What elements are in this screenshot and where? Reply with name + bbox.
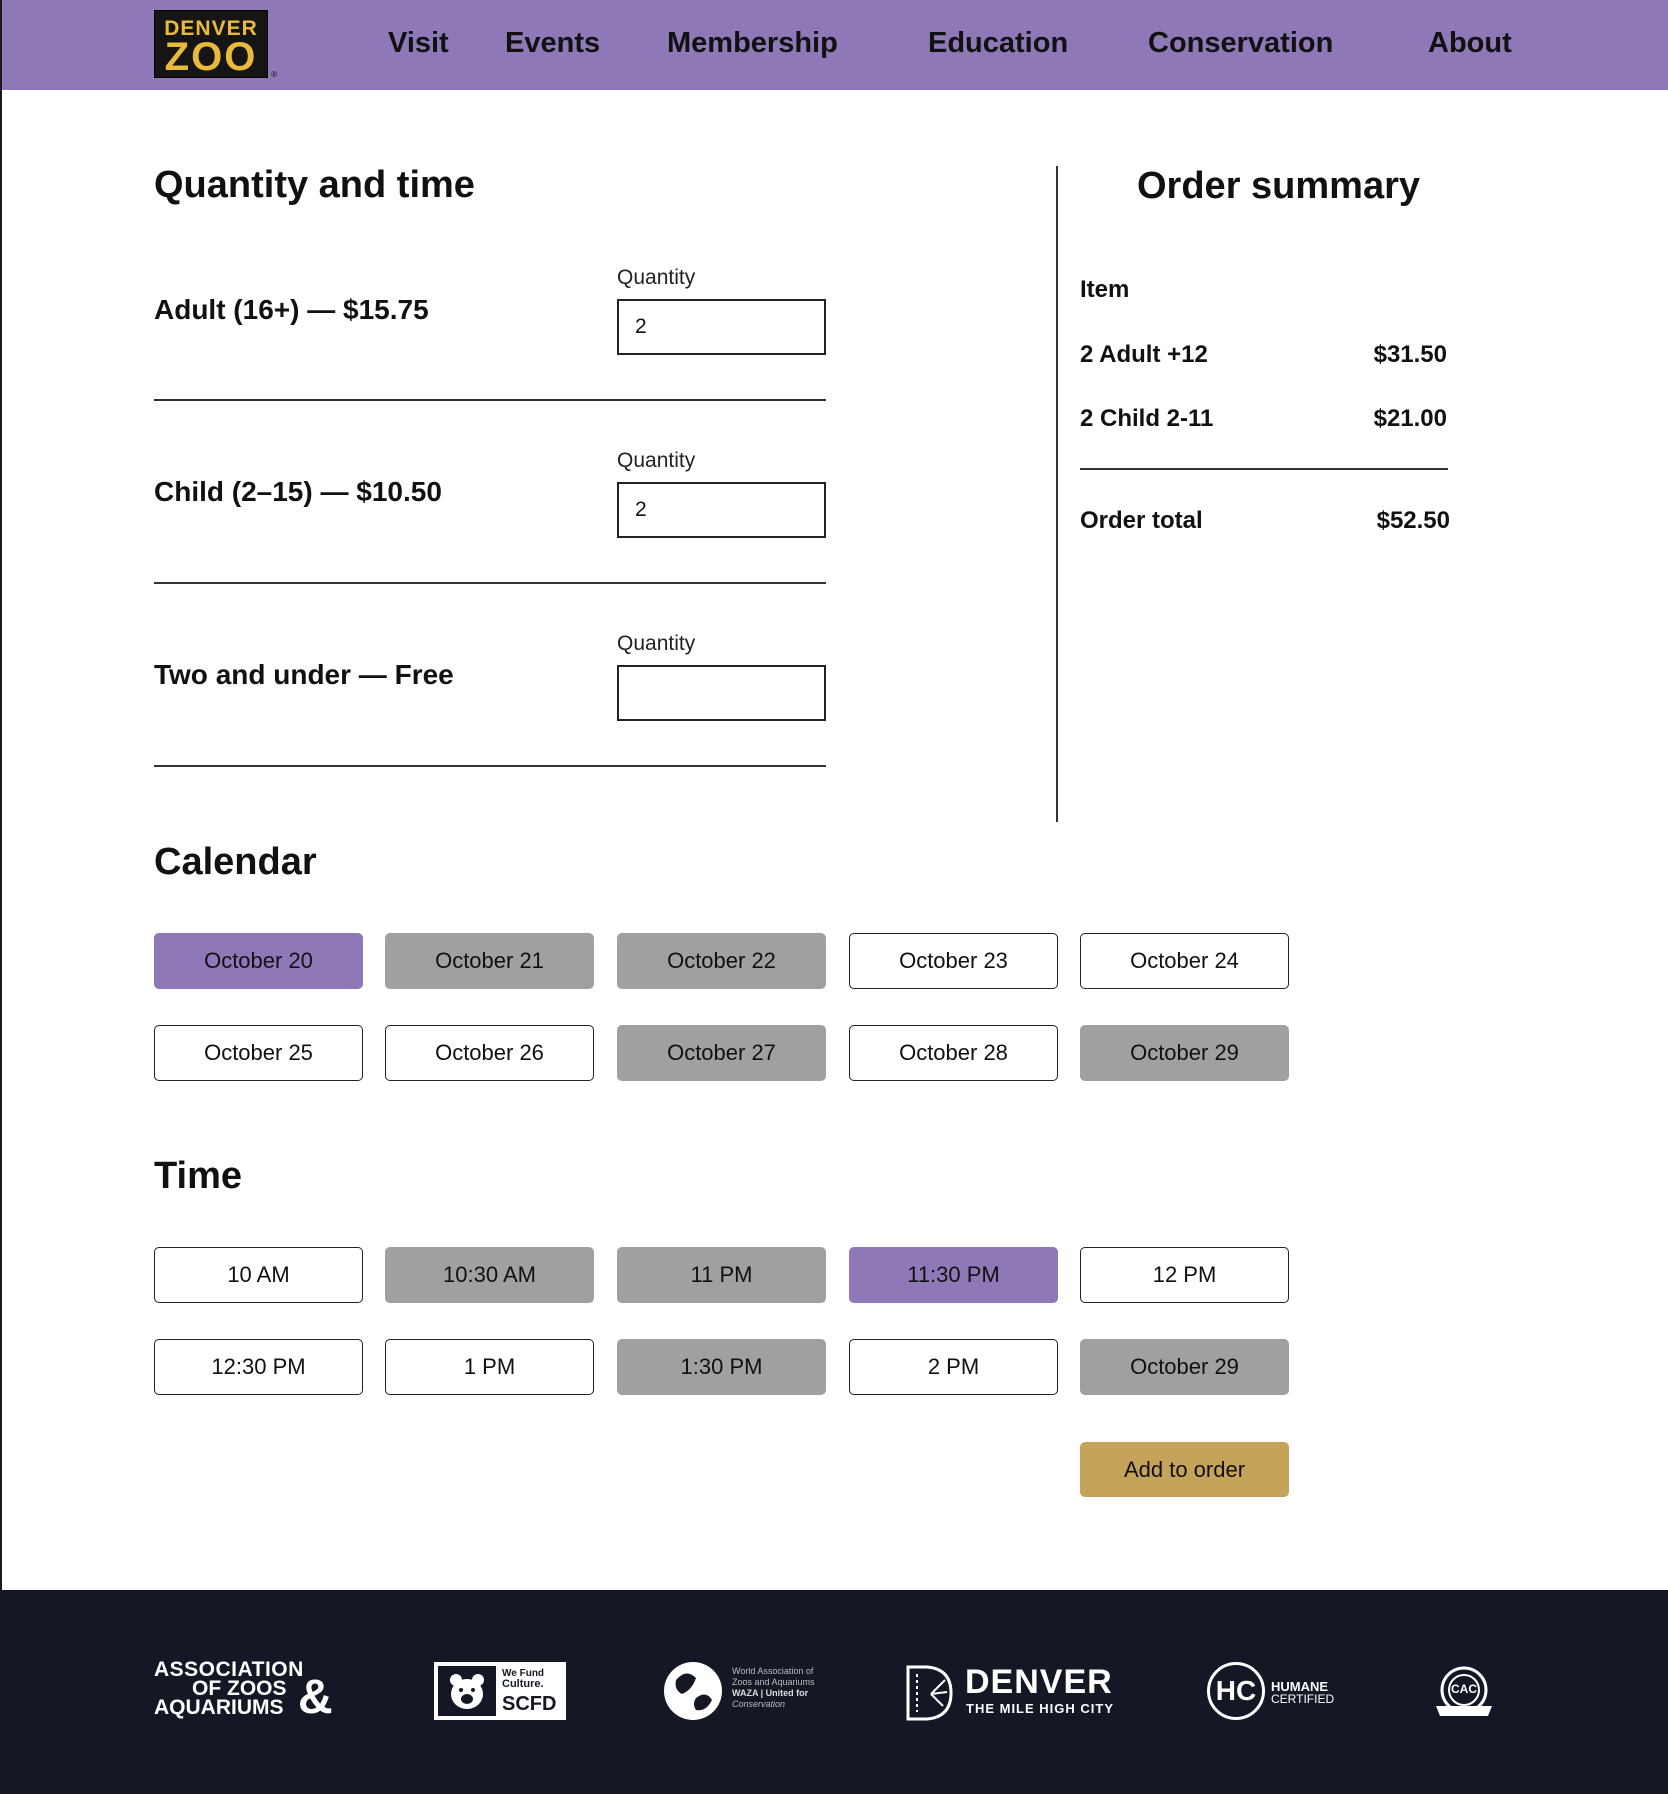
- aza-ampersand: &: [298, 1671, 333, 1724]
- summary-line-item: 2 Adult +12: [1080, 341, 1208, 368]
- divider: [154, 765, 826, 767]
- waza-line1: World Association of: [732, 1666, 814, 1676]
- nav-membership[interactable]: Membership: [667, 27, 838, 59]
- ticket-child-label: Child (2–15) — $10.50: [154, 476, 442, 507]
- waza-line2: Zoos and Aquariums: [732, 1677, 815, 1687]
- time-slot-button[interactable]: 11:30 PM: [849, 1247, 1058, 1303]
- logo-line1: DENVER: [164, 17, 258, 40]
- divider: [154, 399, 826, 401]
- quantity-section-title: Quantity and time: [154, 164, 475, 206]
- scfd-line3: SCFD: [502, 1693, 557, 1715]
- denver-zoo-logo[interactable]: [154, 10, 277, 79]
- aza-logo[interactable]: [154, 1660, 344, 1724]
- summary-divider: [1080, 468, 1448, 470]
- scfd-line2: Culture.: [502, 1678, 544, 1690]
- time-slot-button[interactable]: 12:30 PM: [154, 1339, 363, 1395]
- date-button[interactable]: October 28: [849, 1025, 1058, 1081]
- site-footer: [2, 1590, 1668, 1794]
- adult-quantity-label: Quantity: [617, 266, 696, 289]
- aza-line2: OF ZOOS: [192, 1677, 287, 1700]
- date-button[interactable]: October 24: [1080, 933, 1289, 989]
- humane-certified-icon: HC: [1207, 1662, 1265, 1720]
- waza-line3: WAZA | United for: [732, 1688, 809, 1698]
- denver-city-logo[interactable]: [905, 1664, 1115, 1724]
- infant-quantity-label: Quantity: [617, 632, 696, 655]
- denver-d-icon: [905, 1664, 953, 1722]
- time-slot-button[interactable]: 12 PM: [1080, 1247, 1289, 1303]
- order-summary-title: Order summary: [1137, 165, 1421, 207]
- child-quantity-input[interactable]: [617, 482, 826, 538]
- time-slot-button[interactable]: October 29: [1080, 1339, 1289, 1395]
- aza-line1: ASSOCIATION: [154, 1658, 304, 1681]
- calendar-title: Calendar: [154, 841, 317, 883]
- nav-visit[interactable]: Visit: [388, 27, 449, 59]
- date-button[interactable]: October 20: [154, 933, 363, 989]
- date-button[interactable]: October 21: [385, 933, 594, 989]
- nav-education[interactable]: Education: [928, 27, 1069, 59]
- infant-quantity-input[interactable]: [617, 665, 826, 721]
- summary-item-header: Item: [1080, 276, 1130, 303]
- summary-line-item: 2 Child 2-11: [1080, 405, 1214, 432]
- date-button[interactable]: October 26: [385, 1025, 594, 1081]
- time-slot-button[interactable]: 1 PM: [385, 1339, 594, 1395]
- humane-certified-logo[interactable]: [1207, 1662, 1337, 1724]
- time-slot-button[interactable]: 10:30 AM: [385, 1247, 594, 1303]
- scfd-line1: We Fund: [502, 1668, 545, 1679]
- adult-quantity-input[interactable]: [617, 299, 826, 355]
- denver-line2: THE MILE HIGH CITY: [966, 1701, 1114, 1716]
- date-button[interactable]: October 25: [154, 1025, 363, 1081]
- waza-logo[interactable]: [662, 1660, 815, 1724]
- nav-events[interactable]: Events: [505, 27, 601, 59]
- logo-line2: ZOO: [164, 35, 258, 79]
- time-title: Time: [154, 1155, 243, 1197]
- summary-line-price: $21.00: [1373, 405, 1447, 432]
- ticket-infant-label: Two and under — Free: [154, 659, 454, 690]
- humane-line2: CERTIFIED: [1271, 1692, 1335, 1706]
- registered-mark: ®: [271, 70, 277, 79]
- aza-line3: AQUARIUMS: [154, 1696, 284, 1719]
- nav-about[interactable]: About: [1428, 27, 1512, 59]
- ticket-adult-label: Adult (16+) — $15.75: [154, 294, 429, 325]
- time-slot-button[interactable]: 11 PM: [617, 1247, 826, 1303]
- date-button[interactable]: October 29: [1080, 1025, 1289, 1081]
- waza-line4: Conservation: [732, 1699, 786, 1709]
- denver-line1: DENVER: [965, 1663, 1113, 1701]
- order-total-value: $52.50: [1376, 507, 1450, 534]
- child-quantity-label: Quantity: [617, 449, 696, 472]
- cac-seal-logo[interactable]: [1432, 1664, 1496, 1724]
- time-slot-button[interactable]: 10 AM: [154, 1247, 363, 1303]
- time-slot-button[interactable]: 1:30 PM: [617, 1339, 826, 1395]
- bear-icon: [438, 1666, 496, 1716]
- date-button[interactable]: October 23: [849, 933, 1058, 989]
- humane-line1: HUMANE: [1271, 1679, 1329, 1694]
- scfd-logo[interactable]: [434, 1662, 566, 1720]
- cac-text: CAC: [1451, 1682, 1477, 1696]
- nav-conservation[interactable]: Conservation: [1148, 27, 1334, 59]
- date-button[interactable]: October 22: [617, 933, 826, 989]
- column-divider: [1056, 166, 1058, 822]
- add-to-order-button[interactable]: Add to order: [1080, 1442, 1289, 1497]
- site-header: [2, 0, 1668, 90]
- divider: [154, 582, 826, 584]
- waza-globe-icon: [662, 1660, 724, 1722]
- time-slot-button[interactable]: 2 PM: [849, 1339, 1058, 1395]
- summary-line-price: $31.50: [1373, 341, 1447, 368]
- order-total-label: Order total: [1080, 507, 1203, 534]
- date-button[interactable]: October 27: [617, 1025, 826, 1081]
